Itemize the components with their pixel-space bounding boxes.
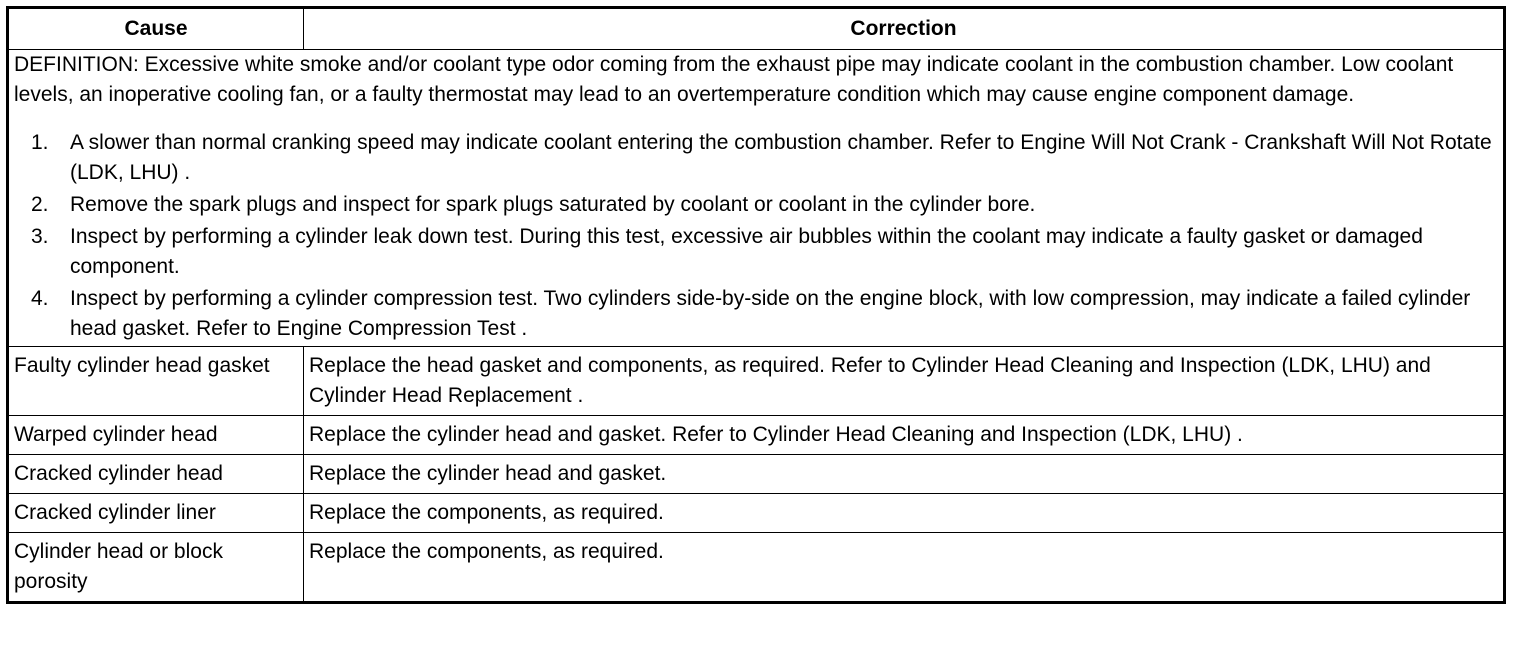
- diagnostic-steps-list: [14, 128, 1498, 344]
- cause-cell: Faulty cylinder head gasket: [8, 347, 304, 416]
- correction-cell: Replace the cylinder head and gasket.: [304, 455, 1505, 494]
- correction-column-header: Correction: [304, 8, 1505, 50]
- header-row: [8, 8, 1505, 50]
- diagnostic-step: [31, 284, 1498, 344]
- definition-cell: [8, 50, 1505, 347]
- diagnostic-step: [31, 128, 1498, 188]
- cause-cell: Cracked cylinder head: [8, 455, 304, 494]
- cause-cell: Cracked cylinder liner: [8, 494, 304, 533]
- cause-cell: Cylinder head or block porosity: [8, 533, 304, 603]
- step-number: 3.: [31, 225, 49, 248]
- correction-cell: Replace the cylinder head and gasket. Refer to Cylinder Head Cleaning and Inspection (LDK, LHU) .: [304, 416, 1505, 455]
- diagnostic-step: [31, 190, 1498, 220]
- table-row: [8, 455, 1505, 494]
- table-row: [8, 533, 1505, 603]
- table-row: [8, 416, 1505, 455]
- table-row: [8, 494, 1505, 533]
- definition-row: [8, 50, 1505, 347]
- step-number: 2.: [31, 193, 49, 216]
- correction-cell: Replace the components, as required.: [304, 494, 1505, 533]
- step-text: Inspect by performing a cylinder leak down test. During this test, excessive air bubbles within the coolant may indicate a faulty gasket or damaged component.: [70, 225, 1423, 278]
- step-text: Inspect by performing a cylinder compression test. Two cylinders side-by-side on the engine block, with low compression, may indicate a failed cylinder head gasket. Refer to Engine Compression Test .: [70, 287, 1471, 340]
- table-row: [8, 347, 1505, 416]
- step-text: Remove the spark plugs and inspect for spark plugs saturated by coolant or coolant in the cylinder bore.: [70, 193, 1036, 216]
- step-number: 4.: [31, 287, 49, 310]
- diagnostic-table-container: [6, 6, 1506, 604]
- correction-cell: Replace the components, as required.: [304, 533, 1505, 603]
- diagnostic-step: [31, 222, 1498, 282]
- definition-text: DEFINITION: Excessive white smoke and/or coolant type odor coming from the exhaust pipe may indicate coolant in the combustion chamber. Low coolant levels, an inoperative cooling fan, or a faulty thermostat may lead to an overtemperature condition which may cause engine component damage.: [14, 53, 1454, 106]
- cause-column-header: Cause: [8, 8, 304, 50]
- step-number: 1.: [31, 131, 49, 154]
- step-text: A slower than normal cranking speed may indicate coolant entering the combustion chamber. Refer to Engine Will Not Crank - Crankshaft Will Not Rotate (LDK, LHU) .: [70, 131, 1492, 184]
- diagnostic-table: [6, 6, 1506, 604]
- cause-cell: Warped cylinder head: [8, 416, 304, 455]
- correction-cell: Replace the head gasket and components, as required. Refer to Cylinder Head Cleaning and Inspection (LDK, LHU) and Cylinder Head Replacement .: [304, 347, 1505, 416]
